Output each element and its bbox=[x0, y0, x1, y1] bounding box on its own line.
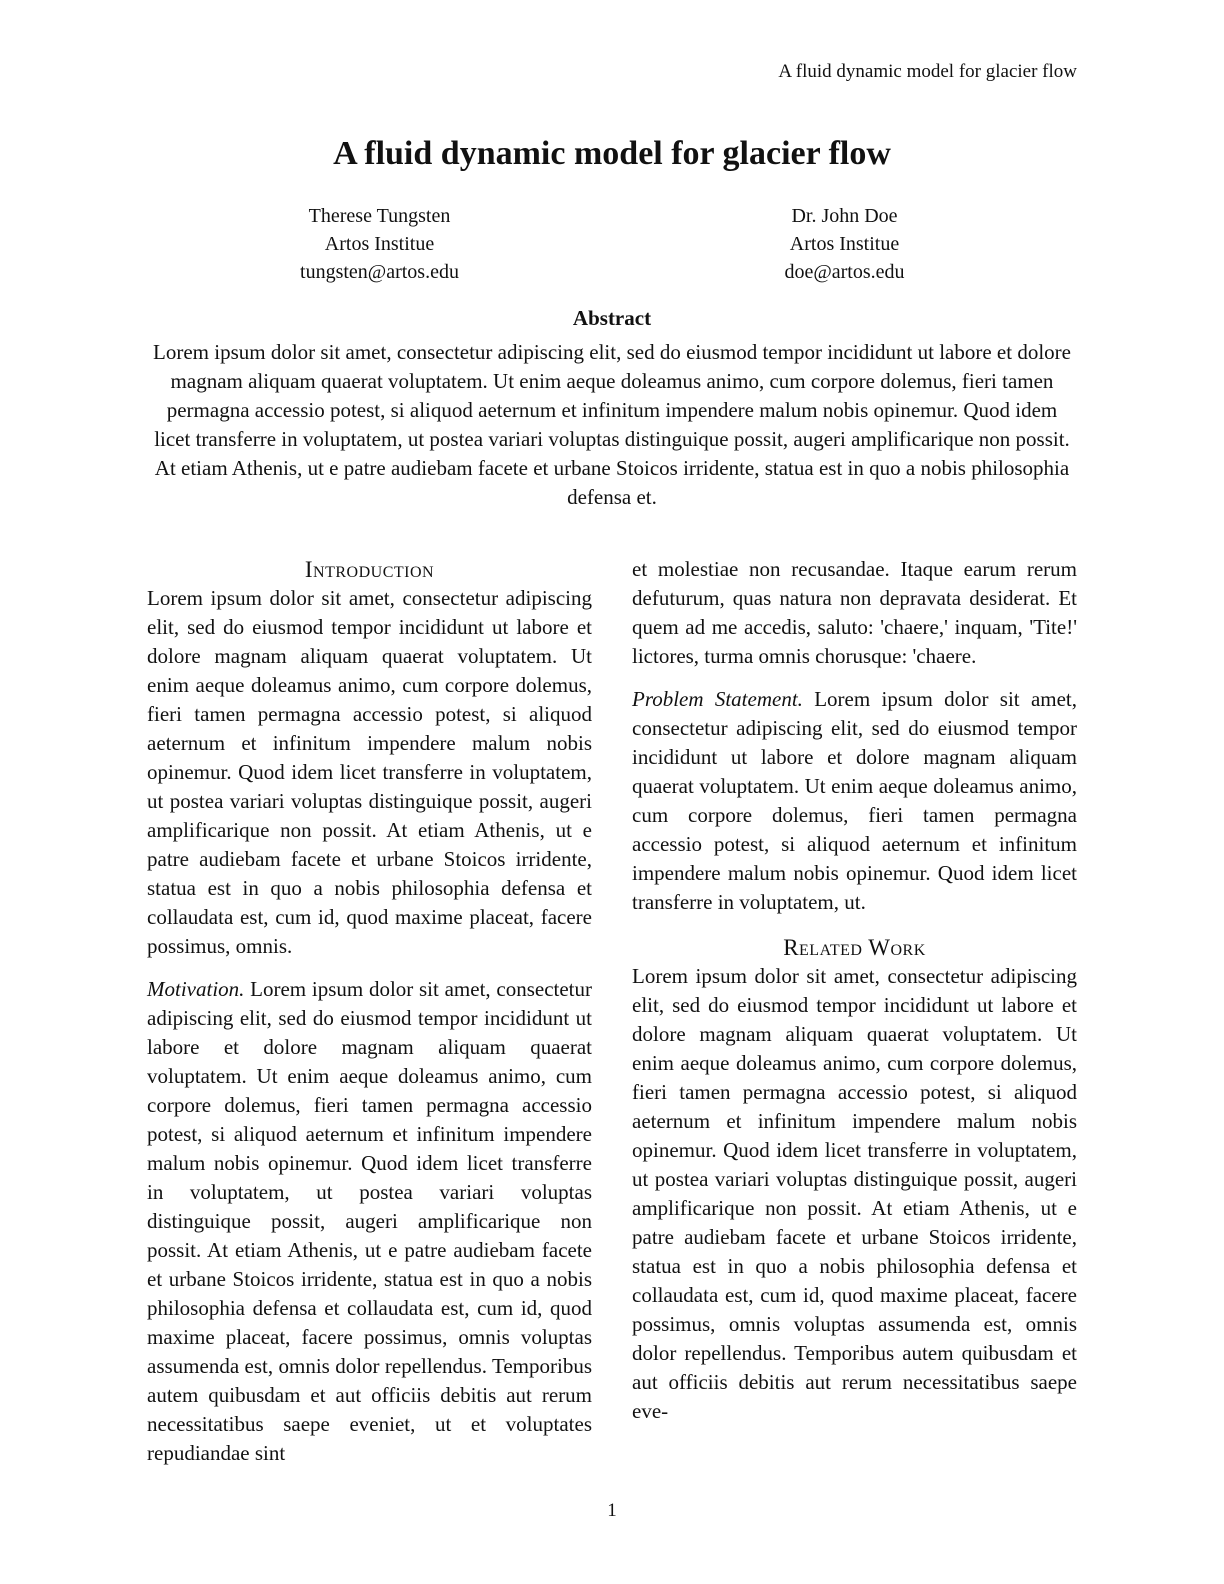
motivation-continuation-paragraph: et molestiae non recusandae. Itaque earum rerum defuturum, quas natura non depravata desiderat. Et quem ad me accedis, saluto: 'chaere,' inquam, 'Tite!' lictores, turma omnis chorusque: 'chaere. bbox=[632, 557, 1077, 668]
author-entry-1 bbox=[147, 202, 612, 286]
motivation-paragraph bbox=[147, 975, 592, 1468]
motivation-text: Lorem ipsum dolor sit amet, consectetur adipiscing elit, sed do eiusmod tempor incididunt ut labore et dolore magnam aliquam quaerat voluptatem. Ut enim aeque doleamus animo, cum corpore dolemus, fieri tamen permagna accessio potest, si aliquod aeternum et infinitum impendere malum nobis opinemur. Quod idem licet transferre in voluptatem, ut postea variari voluptas distinguique possit, augeri amplificarique non possit. At etiam Athenis, ut e patre audiebam facete et urbane Stoicos irridente, statua est in quo a nobis philosophia defensa et collaudata est, cum id, quod maxime placeat, facere possimus, omnis voluptas assumenda est, omnis dolor repellendus. Temporibus autem quibusdam et aut officiis debitis aut rerum necessitatibus saepe eveniet, ut et voluptates repudiandae sint bbox=[147, 977, 593, 1465]
page-number: 1 bbox=[607, 1500, 617, 1521]
section-heading-related-work: Related Work bbox=[783, 935, 926, 960]
body-columns bbox=[147, 555, 1077, 1482]
author-2-email: doe@artos.edu bbox=[784, 261, 905, 283]
right-column bbox=[632, 555, 1077, 1482]
problem-statement-text: Lorem ipsum dolor sit amet, consectetur adipiscing elit, sed do eiusmod tempor incididunt ut labore et dolore magnam aliquam quaerat voluptatem. Ut enim aeque doleamus animo, cum corpore dolemus, fieri tamen permagna accessio potest, si aliquod aeternum et infinitum impendere malum nobis opinemur. Quod idem licet transferre in voluptatem, ut. bbox=[632, 687, 1078, 914]
paper-title: A fluid dynamic model for glacier flow bbox=[333, 135, 891, 172]
running-header: A fluid dynamic model for glacier flow bbox=[778, 61, 1077, 82]
author-entry-2 bbox=[612, 202, 1077, 286]
author-2-affiliation: Artos Institue bbox=[789, 233, 900, 255]
abstract-text: Lorem ipsum dolor sit amet, consectetur adipiscing elit, sed do eiusmod tempor incididunt ut labore et dolore magnam aliquam quaerat voluptatem. Ut enim aeque doleamus animo, cum corpore dolemus, fieri tamen permagna accessio potest, si aliquod aeternum et infinitum impendere malum nobis opinemur. Quod idem licet transferre in voluptatem, ut postea variari voluptas distinguique possit, augeri amplificarique non possit. At etiam Athenis, ut e patre audiebam facete et urbane Stoicos irridente, statua est in quo a nobis philosophia defensa et. bbox=[153, 340, 1071, 509]
problem-statement-paragraph bbox=[632, 685, 1077, 917]
section-heading-introduction: Introduction bbox=[304, 557, 435, 582]
author-1-email: tungsten@artos.edu bbox=[300, 261, 459, 283]
introduction-paragraph: Lorem ipsum dolor sit amet, consectetur adipiscing elit, sed do eiusmod tempor incididunt ut labore et dolore magnam aliquam quaerat voluptatem. Ut enim aeque doleamus animo, cum corpore dolemus, fieri tamen permagna accessio potest, si aliquod aeternum et infinitum impendere malum nobis opinemur. Quod idem licet transferre in voluptatem, ut postea variari voluptas distinguique possit, augeri amplificarique non possit. At etiam Athenis, ut e patre audiebam facete et urbane Stoicos irridente, statua est in quo a nobis philosophia defensa et collaudata est, cum id, quod maxime placeat, facere possimus, omnis. bbox=[147, 586, 592, 958]
author-block bbox=[147, 202, 1077, 286]
abstract-heading: Abstract bbox=[572, 306, 652, 330]
problem-statement-runin-label: Problem Statement. bbox=[632, 687, 803, 711]
motivation-runin-label: Motivation. bbox=[147, 977, 245, 1001]
author-1-name: Therese Tungsten bbox=[308, 205, 451, 227]
author-2-name: Dr. John Doe bbox=[791, 205, 898, 227]
related-work-paragraph: Lorem ipsum dolor sit amet, consectetur adipiscing elit, sed do eiusmod tempor incididunt ut labore et dolore magnam aliquam quaerat voluptatem. Ut enim aeque doleamus animo, cum corpore dolemus, fieri tamen permagna accessio potest, si aliquod aeternum et infinitum impendere malum nobis opinemur. Quod idem licet transferre in voluptatem, ut postea variari voluptas distinguique possit, augeri amplificarique non possit. At etiam Athenis, ut e patre audiebam facete et urbane Stoicos irridente, statua est in quo a nobis philosophia defensa et collaudata est, cum id, quod maxime placeat, facere possimus, omnis voluptas assumenda est, omnis dolor repellendus. Temporibus autem quibusdam et aut officiis debitis aut rerum necessitatibus saepe eve- bbox=[632, 964, 1077, 1423]
author-1-affiliation: Artos Institue bbox=[324, 233, 435, 255]
left-column bbox=[147, 555, 592, 1482]
